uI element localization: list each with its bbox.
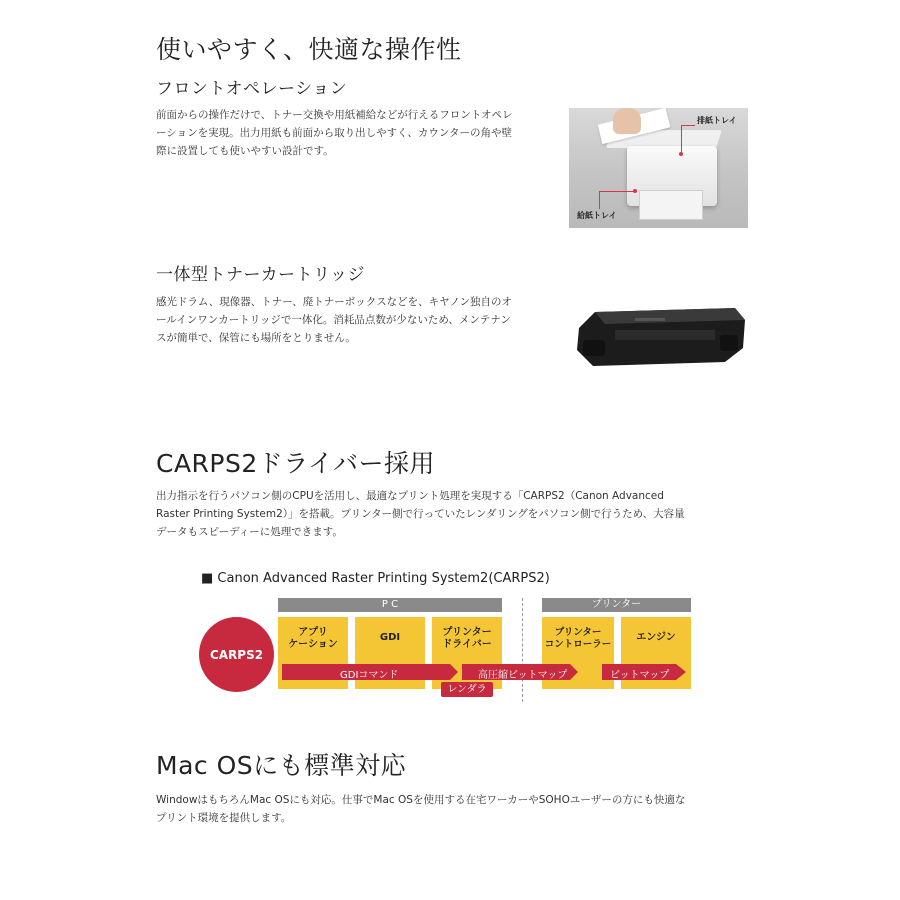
pc-bar: P C xyxy=(278,598,502,612)
macos-text xyxy=(156,791,776,827)
box-engine: エンジン xyxy=(621,617,691,689)
text-line: 前面からの操作だけで、トナー交換や用紙補給などが行えるフロントオペレ xyxy=(156,109,513,121)
diagram-caption: ■ Canon Advanced Raster Printing System2(CARPS2) xyxy=(201,571,550,586)
box-printer-driver: プリンター ドライバー xyxy=(432,617,502,689)
toner-cartridge-image xyxy=(575,300,747,368)
section2-title: CARPS2ドライバー採用 xyxy=(156,449,436,478)
text-line: Raster Printing System2）」を搭載。プリンター側で行っていたレンダリングをパソコン側で行うため、大容量 xyxy=(156,508,685,520)
carps2-text xyxy=(156,487,756,541)
toner-heading: 一体型トナーカートリッジ xyxy=(156,265,365,285)
input-tray-label: 給紙トレイ xyxy=(577,211,617,220)
arrow-compressed-bitmap: 高圧縮ビットマップ xyxy=(478,670,568,681)
output-tray-label: 排紙トレイ xyxy=(697,116,737,125)
text-line: 感光ドラム、現像器、トナー、廃トナーボックスなどを、キヤノン独自のオ xyxy=(156,296,513,308)
divider-line xyxy=(522,598,523,702)
renderer-badge: レンダラ xyxy=(441,682,493,697)
carps2-circle: CARPS2 xyxy=(199,617,274,692)
text-line: ーションを実現。出力用紙も前面から取り出しやすく、カウンターの角や壁 xyxy=(156,127,512,139)
section1-title: 使いやすく、快適な操作性 xyxy=(156,35,462,64)
printer-photo xyxy=(569,108,748,228)
arrow-bitmap: ビットマップ xyxy=(610,670,670,681)
text-line: ールインワンカートリッジで一体化。消耗品点数が少ないため、メンテナン xyxy=(156,314,511,326)
text-line: データもスピーディーに処理できます。 xyxy=(156,526,343,538)
text-line: 出力指示を行うパソコン側のCPUを活用し、最適なプリント処理を実現する「CARPS2（Canon Advanced xyxy=(156,490,664,502)
toner-text xyxy=(156,293,556,347)
text-line: プリント環境を提供します。 xyxy=(156,812,292,824)
front-operation-text xyxy=(156,106,556,160)
section3-title: Mac OSにも標準対応 xyxy=(156,751,407,780)
text-line: 際に設置しても使いやすい設計です。 xyxy=(156,145,334,157)
printer-bar: プリンター xyxy=(542,598,691,612)
front-operation-heading: フロントオペレーション xyxy=(156,79,348,99)
box-application: アプリ ケーション xyxy=(278,617,348,689)
text-line: スが簡単で、保管にも場所をとりません。 xyxy=(156,332,356,344)
arrow-gdi-command: GDIコマンド xyxy=(340,670,399,681)
text-line: WindowはもちろんMac OSにも対応。仕事でMac OSを使用する在宅ワーカーやSOHOユーザーの方にも快適な xyxy=(156,794,686,806)
box-printer-controller: プリンター コントローラー xyxy=(542,617,614,689)
box-gdi: GDI xyxy=(355,617,425,689)
